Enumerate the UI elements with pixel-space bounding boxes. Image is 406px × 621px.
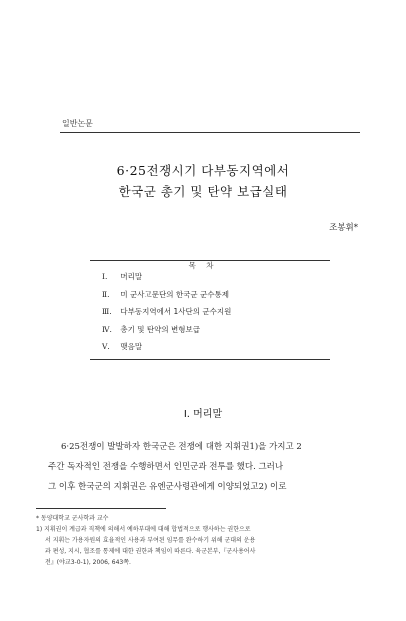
body-line: 6·25전쟁이 발발하자 한국군은 전쟁에 대한 지휘권1)을 가지고 2 xyxy=(61,442,302,452)
toc-item-number: Ⅴ. xyxy=(102,342,110,351)
toc-item-number: Ⅳ. xyxy=(102,324,112,334)
body-line: 주간 독자적인 전쟁을 수행하면서 인민군과 전투를 했다. 그러나 xyxy=(48,462,284,472)
footnote-affiliation: * 동양대학교 군사학과 교수 xyxy=(36,515,109,522)
article-category: 일반논문 xyxy=(62,119,93,128)
body-line: 그 이후 한국군의 지휘권은 유엔군사령관에게 이양되었고2) 이로 xyxy=(48,482,287,492)
article-title-line-2: 한국군 총기 및 탄약 보급실태 xyxy=(118,184,288,199)
footnote-line: 1) 지휘권이 계급과 직책에 의해서 예하부대에 대해 합법적으로 행사하는 권한으로 xyxy=(36,526,251,533)
category-divider xyxy=(60,132,360,133)
section-heading: Ⅰ. 머리말 xyxy=(183,409,223,420)
footnote-line: 과 편성, 지시, 협조를 통제에 대한 권한과 책임이 따른다. 육군본부,『군사용어사 xyxy=(45,548,256,555)
article-title-line-1: 6·25전쟁시기 다부동지역에서 xyxy=(116,163,290,178)
footnote-divider xyxy=(36,508,166,509)
toc-item-label: 머리말 xyxy=(120,272,143,281)
toc-item-label: 미 군사고문단의 한국군 군수통제 xyxy=(120,289,229,299)
footnotes xyxy=(36,513,366,568)
toc-item xyxy=(102,321,231,339)
body-paragraph xyxy=(48,437,358,497)
toc-item-number: Ⅱ. xyxy=(102,289,110,299)
toc-bottom-rule xyxy=(90,359,330,360)
toc-item xyxy=(102,303,231,321)
toc-item-label: 맺음말 xyxy=(120,342,143,351)
toc-item-number: Ⅰ. xyxy=(102,272,108,281)
toc-item xyxy=(102,338,231,356)
author-name: 조봉휘* xyxy=(329,223,358,233)
toc-item xyxy=(102,268,231,286)
footnote-line: 서 지휘는 가용자원의 효율적인 사용과 부여된 임무를 완수하기 위해 군대의 운용 xyxy=(45,537,256,544)
toc-heading-label: 목 차 xyxy=(181,261,226,270)
footnote-line: 전』(야교3-0-1), 2006, 643쪽. xyxy=(45,559,131,566)
toc-item-label: 다부동지역에서 1사단의 군수지원 xyxy=(120,307,232,316)
toc-item-label: 총기 및 탄약의 변형보급 xyxy=(120,324,200,334)
table-of-contents xyxy=(102,268,231,356)
toc-item-number: Ⅲ. xyxy=(102,307,112,316)
toc-item xyxy=(102,286,231,304)
